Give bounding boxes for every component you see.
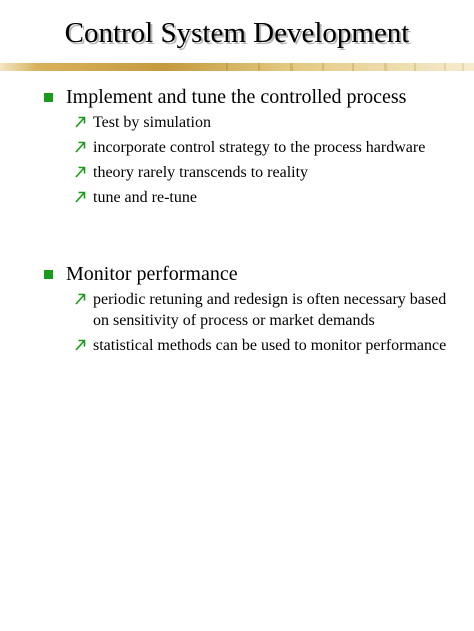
title-rule-divider — [0, 62, 474, 72]
arrow-up-right-icon — [74, 338, 86, 352]
sub-bullet-text: Test by simulation — [93, 114, 211, 131]
sub-bullet-item — [0, 162, 474, 183]
level1-bullet — [0, 84, 474, 112]
sub-bullet-text: tune and re-tune — [93, 189, 197, 206]
sub-bullet-list — [0, 289, 474, 356]
section-heading: Implement and tune the controlled process — [66, 86, 407, 108]
square-bullet-icon — [44, 93, 53, 102]
level1-bullet — [0, 261, 474, 289]
sub-bullet-text: incorporate control strategy to the process hardware — [93, 139, 426, 156]
arrow-up-right-icon — [74, 140, 86, 154]
arrow-up-right-icon — [74, 165, 86, 179]
square-bullet-icon — [44, 270, 53, 279]
sub-bullet-text: periodic retuning and redesign is often necessary based on sensitivity of process or market demands — [93, 291, 447, 329]
arrow-up-right-icon — [74, 190, 86, 204]
bullet-section — [0, 261, 474, 360]
arrow-up-right-icon — [74, 115, 86, 129]
sub-bullet-item — [0, 187, 474, 208]
bullet-section — [0, 84, 474, 212]
section-heading: Monitor performance — [66, 263, 238, 285]
sub-bullet-text: theory rarely transcends to reality — [93, 164, 309, 181]
slide-title: Control System Development — [64, 17, 410, 49]
sub-bullet-item — [0, 289, 474, 331]
sub-bullet-item — [0, 112, 474, 133]
sub-bullet-list — [0, 112, 474, 208]
arrow-up-right-icon — [74, 292, 86, 306]
sub-bullet-text: statistical methods can be used to monitor performance — [93, 337, 447, 354]
sub-bullet-item — [0, 335, 474, 356]
sub-bullet-item — [0, 137, 474, 158]
